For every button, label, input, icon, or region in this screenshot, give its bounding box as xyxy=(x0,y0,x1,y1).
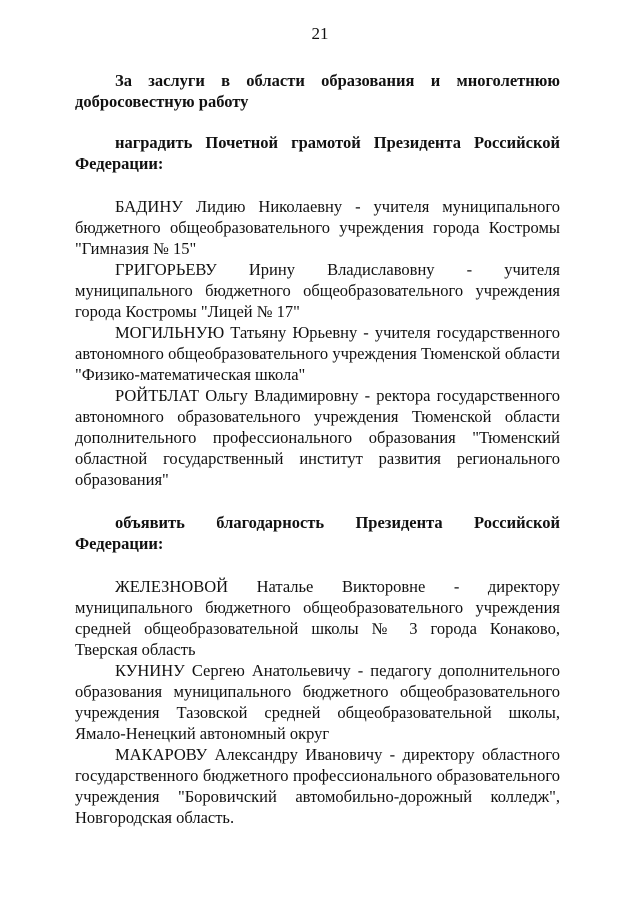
section1-heading: наградить Почетной грамотой Президента Российской Федерации: xyxy=(75,133,560,173)
award-entry-grigoryeva: ГРИГОРЬЕВУ Ирину Владиславовну - учителя муниципального бюджетного общеобразовательного учреждения города Костромы "Лицей № 17" xyxy=(75,260,560,321)
gratitude-entry-makarov: МАКАРОВУ Александру Ивановичу - директору областного государственного бюджетного профессионального образовательного учреждения "Боровичский автомобильно-дорожный колледж", Новгородская область. xyxy=(75,745,560,827)
award-entry-badina: БАДИНУ Лидию Николаевну - учителя муниципального бюджетного общеобразовательного учреждения города Костромы "Гимназия № 15" xyxy=(75,197,560,258)
intro-paragraph: За заслуги в области образования и многолетнюю добросовестную работу xyxy=(75,71,560,111)
page-number: 21 xyxy=(311,24,329,43)
document-body xyxy=(75,70,560,828)
gratitude-entry-zheleznova: ЖЕЛЕЗНОВОЙ Наталье Викторовне - директору муниципального бюджетного общеобразовательного учреждения средней общеобразовательной школы № 3 города Конаково, Тверская область xyxy=(75,577,560,659)
award-entry-roytblat: РОЙТБЛАТ Ольгу Владимировну - ректора государственного автономного образовательного учреждения Тюменской области дополнительного профессионального образования "Тюменский областной государственный институт развития регионального образования" xyxy=(75,386,560,489)
section2-heading: объявить благодарность Президента Российской Федерации: xyxy=(75,513,560,553)
gratitude-entry-kunin: КУНИНУ Сергею Анатольевичу - педагогу дополнительного образования муниципального бюджетного общеобразовательного учреждения Тазовской средней общеобразовательной школы, Ямало-Ненецкий автономный округ xyxy=(75,661,560,743)
award-entry-mogilnaya: МОГИЛЬНУЮ Татьяну Юрьевну - учителя государственного автономного общеобразовательного учреждения Тюменской области "Физико-математическая школа" xyxy=(75,323,560,384)
